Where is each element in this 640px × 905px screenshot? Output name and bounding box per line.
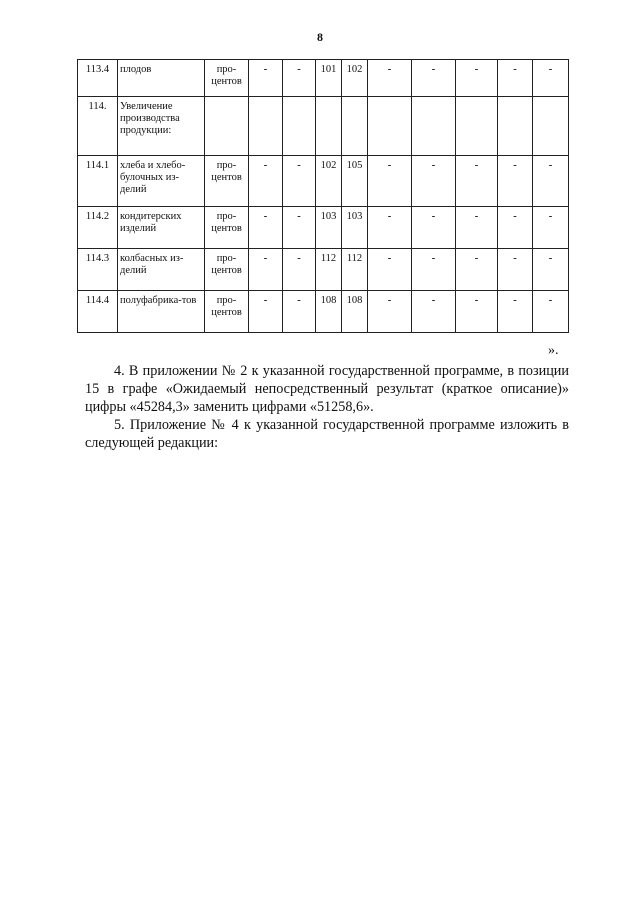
value-cell: -: [456, 291, 498, 333]
unit-cell: про-центов: [205, 60, 249, 97]
value-cell: -: [533, 60, 569, 97]
value-cell: -: [456, 156, 498, 207]
unit-cell: [205, 97, 249, 156]
value-cell: -: [533, 156, 569, 207]
table-row: [78, 291, 569, 333]
value-cell: 112: [342, 249, 368, 291]
value-cell: 103: [342, 207, 368, 249]
table-row: [78, 207, 569, 249]
row-number: 113.4: [78, 60, 118, 97]
value-cell: -: [412, 156, 456, 207]
row-number: 114.1: [78, 156, 118, 207]
value-cell: -: [412, 291, 456, 333]
value-cell: [249, 97, 283, 156]
value-cell: -: [498, 156, 533, 207]
indicators-table: [77, 59, 569, 333]
row-number: 114.4: [78, 291, 118, 333]
closing-quote: ».: [548, 343, 559, 358]
unit-cell: про-центов: [205, 207, 249, 249]
value-cell: 101: [316, 60, 342, 97]
table-row: [78, 156, 569, 207]
value-cell: -: [283, 249, 316, 291]
value-cell: [316, 97, 342, 156]
value-cell: -: [412, 249, 456, 291]
value-cell: 102: [342, 60, 368, 97]
paragraph-5: 5. Приложение № 4 к указанной государственной программе изложить в следующей редакции:: [85, 417, 569, 451]
value-cell: -: [283, 156, 316, 207]
value-cell: 112: [316, 249, 342, 291]
value-cell: -: [456, 207, 498, 249]
value-cell: -: [456, 60, 498, 97]
value-cell: -: [249, 156, 283, 207]
value-cell: 108: [316, 291, 342, 333]
value-cell: -: [249, 291, 283, 333]
value-cell: [498, 97, 533, 156]
value-cell: [368, 97, 412, 156]
value-cell: -: [498, 207, 533, 249]
value-cell: -: [498, 291, 533, 333]
value-cell: -: [249, 60, 283, 97]
value-cell: -: [368, 291, 412, 333]
indicator-name: хлеба и хлебо-булочных из-делий: [118, 156, 205, 207]
unit-cell: про-центов: [205, 291, 249, 333]
value-cell: 102: [316, 156, 342, 207]
value-cell: -: [368, 156, 412, 207]
value-cell: -: [249, 207, 283, 249]
row-number: 114.: [78, 97, 118, 156]
indicator-name: кондитерских изделий: [118, 207, 205, 249]
paragraph-4: 4. В приложении № 2 к указанной государственной программе, в позиции 15 в графе «Ожидаемый непосредственный результат (краткое описание)» цифры «45284,3» заменить цифрами «51258,6».: [85, 363, 569, 415]
value-cell: -: [412, 60, 456, 97]
value-cell: -: [533, 291, 569, 333]
value-cell: -: [533, 207, 569, 249]
value-cell: [412, 97, 456, 156]
value-cell: 105: [342, 156, 368, 207]
value-cell: -: [412, 207, 456, 249]
table-row: [78, 97, 569, 156]
value-cell: -: [368, 60, 412, 97]
value-cell: -: [283, 291, 316, 333]
value-cell: [533, 97, 569, 156]
value-cell: -: [456, 249, 498, 291]
value-cell: 103: [316, 207, 342, 249]
page-number: 8: [317, 30, 323, 44]
value-cell: -: [249, 249, 283, 291]
table-row: [78, 249, 569, 291]
indicator-name: плодов: [118, 60, 205, 97]
unit-cell: про-центов: [205, 156, 249, 207]
row-number: 114.3: [78, 249, 118, 291]
value-cell: [283, 97, 316, 156]
value-cell: -: [368, 249, 412, 291]
value-cell: -: [368, 207, 412, 249]
value-cell: -: [498, 60, 533, 97]
value-cell: -: [283, 207, 316, 249]
value-cell: 108: [342, 291, 368, 333]
unit-cell: про-центов: [205, 249, 249, 291]
value-cell: -: [283, 60, 316, 97]
table-row: [78, 60, 569, 97]
value-cell: [342, 97, 368, 156]
indicator-name: Увеличение производства продукции:: [118, 97, 205, 156]
value-cell: -: [533, 249, 569, 291]
indicator-name: колбасных из-делий: [118, 249, 205, 291]
value-cell: [456, 97, 498, 156]
indicator-name: полуфабрика-тов: [118, 291, 205, 333]
row-number: 114.2: [78, 207, 118, 249]
value-cell: -: [498, 249, 533, 291]
